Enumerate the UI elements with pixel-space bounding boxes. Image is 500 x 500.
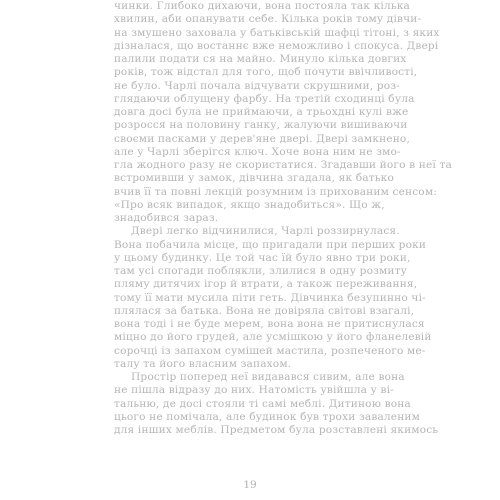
text-line: розросся на половину ганку, жалуючи вишиваючи bbox=[114, 119, 408, 132]
paragraph bbox=[114, 371, 439, 437]
text-line: гла жодного разу не скористатися. Згадавши його в неї та bbox=[114, 159, 452, 171]
text-line: хвилин, аби опанувати себе. Кілька років тому дівчи- bbox=[114, 13, 422, 26]
text-line: «Про всяк випадок, якщо знадобиться». Що ж, bbox=[114, 198, 385, 211]
text-line: на змушено заховала у батьківській шафці тітоні, з яких bbox=[114, 26, 440, 39]
page-text bbox=[114, 0, 452, 437]
text-line: років, тож відстал для того, щоб почути ввічливості, bbox=[114, 66, 418, 79]
text-line: вчив її та повні лекцій розумним із прихованим сенсом: bbox=[114, 185, 437, 198]
text-line: глядаючи облущену фарбу. На третій сходинці була bbox=[114, 92, 415, 105]
text-line: тальню, де досі стояли ті самі меблі. Дитиною вона bbox=[114, 397, 411, 410]
text-line: Простір поперед неї видавався сивим, але вона bbox=[131, 371, 405, 383]
text-line: встромивши у замок, дівчина згадала, як батько bbox=[114, 172, 394, 185]
text-line: цього не помічала, але будинок був трохи заваленим bbox=[114, 410, 421, 423]
text-line: у цьому будинку. Це той час їй було явно три роки, bbox=[114, 251, 411, 264]
text-line: плялася за батька. Вона не довіряла світові взагалі, bbox=[114, 304, 415, 317]
text-line: сорочці із запахом сумішей мастила, розпеченого ме- bbox=[114, 344, 426, 357]
text-line: талу та його власним запахом. bbox=[114, 357, 292, 370]
text-line: знадобився зараз. bbox=[114, 212, 219, 224]
text-line: Вона побачила місце, що пригадали при перших роки bbox=[114, 238, 427, 251]
text-line: не пішла відразу до них. Натомість увійшла у ві- bbox=[114, 384, 394, 397]
page-number: 19 bbox=[243, 479, 257, 491]
paragraph bbox=[114, 0, 452, 225]
text-line: тому її мати мусила піти геть. Дівчинка безупинно чі- bbox=[114, 291, 426, 304]
text-line: для інших меблів. Предметом була розставлені якимось bbox=[114, 424, 439, 436]
text-line: чинки. Глибоко дихаючи, вона постояла так кілька bbox=[114, 0, 410, 12]
text-line: Двері легко відчинилися, Чарлі роззирнулася. bbox=[131, 225, 400, 238]
text-line: довга досі була не приймаючи, а трьохдні кулі вже bbox=[114, 106, 409, 118]
text-line: там усі спогади поблякли, злилися в одну розмиту bbox=[114, 265, 408, 277]
text-line: дізналася, що востаннє вже неможливо і спокуса. Двері bbox=[114, 39, 439, 52]
text-line: палили подати ся на майно. Минуло кілька довгих bbox=[114, 53, 407, 65]
paragraph bbox=[114, 225, 432, 371]
text-line: вона тоді і не буде мерем, вона вона не притиснулася bbox=[114, 318, 425, 330]
text-line: пляму дитячих ігор й втрати, а також переживання, bbox=[114, 278, 418, 291]
text-line: але у Чарлі зберігся ключ. Хоче вона ним не змо- bbox=[114, 145, 401, 158]
text-line: не було. Чарлі почала відчувати скрушними, роз- bbox=[114, 79, 400, 92]
text-line: міцно до його грудей, але усмішкою у його фланелевій bbox=[114, 331, 432, 344]
text-line: своєми пасками у дерев'яне двері. Двері замкнено, bbox=[114, 132, 410, 145]
